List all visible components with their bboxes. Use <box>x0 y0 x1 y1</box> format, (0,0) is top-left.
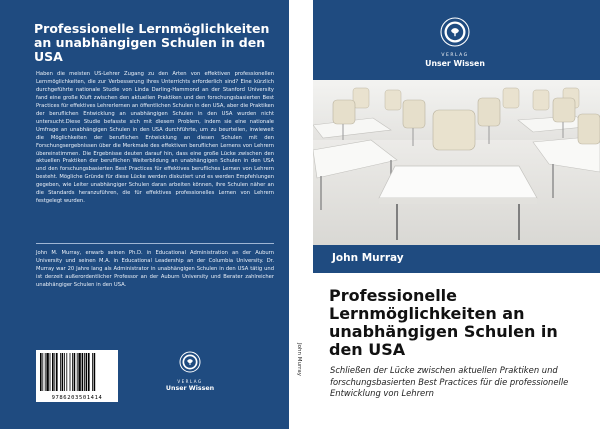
publisher-seal-icon <box>440 17 470 47</box>
back-publisher-logo <box>160 351 220 392</box>
barcode-bars-icon <box>36 350 118 394</box>
back-cover-title: Professionelle Lernmöglichkeiten an unabhängigen Schulen in den USA <box>34 21 270 64</box>
isbn-number: 9786203501414 <box>51 395 103 401</box>
front-publisher-logo <box>414 17 496 68</box>
classroom-photo <box>313 80 600 245</box>
front-author-name: John Murray <box>332 252 404 264</box>
front-cover-subtitle: Schließen der Lücke zwischen aktuellen Praktiken und forschungsbasierten Best Practices für die professionelle Entwicklung von Lehrern <box>330 365 569 398</box>
publisher-verlag-label: VERLAG <box>441 53 469 58</box>
publisher-verlag-label: VERLAG <box>177 379 203 384</box>
isbn-barcode <box>36 350 118 402</box>
publisher-name: Unser Wissen <box>425 59 485 68</box>
divider <box>36 243 274 244</box>
publisher-seal-icon <box>179 351 201 373</box>
publisher-name: Unser Wissen <box>165 385 215 392</box>
author-bio: John M. Murray, erwarb seinen Ph.D. in Educational Administration an der Auburn University und seinen M.A. in Educational Leadership an der Columbia University. Dr. Murray war 20 Jahre lang als Administrator in unabhängigen Schulen in den USA tätig und ist derzeit außerordentlicher Professor an der Auburn University und Berater zahlreicher unabhängiger Schulen in den USA. <box>36 250 274 288</box>
front-cover-title: Professionelle Lernmöglichkeiten an unabhängigen Schulen in den USA <box>329 286 558 359</box>
spine-author: John Murray <box>296 343 302 376</box>
back-cover-description: Haben die meisten US-Lehrer Zugang zu den Arten von effektiven professionellen Lernmöglichkeiten, die zur Verbesserung ihres Unterrichts erforderlich sind? Eine kürzlich durchgeführte nationale Studie von Linda Darling-Hammond an der Stanford University fand eine große Kluft zwischen den aktuellen Praktiken und den forschungsbasierten Best Practices für effektives Lehrerlernen an öffentlichen Schulen in den USA, aber die Praktiken der beruflichen Entwicklung an unabhängigen Schulen in den USA wurden nicht untersucht.Diese Studie befasste sich mit diesem Problem, indem sie eine nationale Umfrage an unabhängigen Schulen in den USA durchführte, um zu beurteilen, inwieweit die Möglichkeiten der beruflichen Entwicklung an diesen Schulen mit den Forschungsergebnissen über die Merkmale des effektiven beruflichen Lernens von Lehrern übereinstimmen. Die Ergebnisse deuten darauf hin, dass eine große Lücke zwischen den aktuellen Praktiken der beruflichen Weiterbildung an unabhängigen Schulen in den USA und den forschungsbasierten Best Practices für effektives berufliches Lernen von Lehrern besteht. Mögliche Gründe für diese Lücke werden diskutiert und es werden Empfehlungen gegeben, wie Leiter unabhängiger Schulen daran arbeiten können, ihre Schulen näher an die Standards heranzuführen, die für effektives professionelles Lernen von Lehrern festgelegt wurden. <box>36 71 274 205</box>
classroom-desks-image <box>313 80 600 245</box>
